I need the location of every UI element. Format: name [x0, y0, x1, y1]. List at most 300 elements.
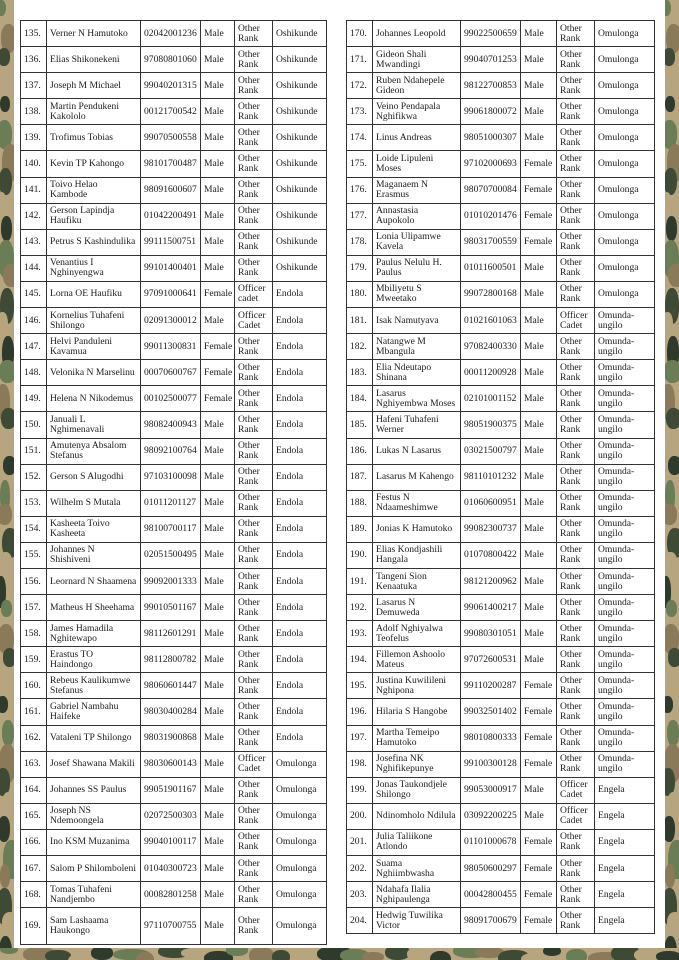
gender-cell: Male	[521, 334, 557, 360]
place-cell: Omunda-ungilo	[595, 751, 655, 777]
gender-cell: Male	[201, 203, 235, 229]
gender-cell: Male	[201, 177, 235, 203]
gender-cell: Female	[521, 725, 557, 751]
gender-cell: Female	[521, 673, 557, 699]
member-name-cell: Tangeni Sion Kenaatuka	[373, 568, 461, 594]
camo-spot	[0, 48, 10, 66]
place-cell: Omulonga	[273, 751, 327, 777]
member-name-cell: Kevin TP Kahongo	[47, 151, 141, 177]
rank-cell: Other Rank	[557, 856, 595, 882]
member-name-cell: Gerson Lapindja Haufiku	[47, 203, 141, 229]
gender-cell: Female	[521, 699, 557, 725]
member-name-cell: Lasarus M Kahengo	[373, 464, 461, 490]
gender-cell: Male	[201, 699, 235, 725]
rank-cell: Other Rank	[235, 464, 273, 490]
rank-cell: Other Rank	[557, 229, 595, 255]
id-number-cell: 98100700117	[141, 516, 201, 542]
place-cell: Endola	[273, 621, 327, 647]
gender-cell: Female	[521, 229, 557, 255]
gender-cell: Male	[201, 490, 235, 516]
rank-cell: Other Rank	[557, 568, 595, 594]
rank-cell: Other Rank	[235, 856, 273, 882]
table-row	[347, 386, 655, 412]
gender-cell: Male	[521, 125, 557, 151]
place-cell: Engela	[595, 856, 655, 882]
rank-cell: Other Rank	[235, 47, 273, 73]
id-number-cell: 99111500751	[141, 229, 201, 255]
member-name-cell: Jonias K Hamutoko	[373, 516, 461, 542]
gender-cell: Male	[521, 308, 557, 334]
place-cell: Omulonga	[273, 777, 327, 803]
gender-cell: Male	[521, 777, 557, 803]
camo-spot	[668, 648, 679, 667]
gender-cell: Female	[201, 360, 235, 386]
member-name-cell: Josef Shawana Makili	[47, 751, 141, 777]
rank-cell: Other Rank	[557, 177, 595, 203]
member-name-cell: Annastasia Aupokolo	[373, 203, 461, 229]
gender-cell: Male	[201, 856, 235, 882]
member-name-cell: Gabriel Nambahu Haifeke	[47, 699, 141, 725]
table-row	[347, 151, 655, 177]
gender-cell: Male	[521, 516, 557, 542]
id-number-cell: 01010201476	[461, 203, 521, 229]
gender-cell: Male	[521, 595, 557, 621]
place-cell: Endola	[273, 308, 327, 334]
id-number-cell: 00042800455	[461, 882, 521, 908]
gender-cell: Male	[201, 151, 235, 177]
row-number-cell: 204.	[347, 908, 373, 934]
camo-spot	[665, 360, 679, 383]
rank-cell: Officer Cadet	[557, 803, 595, 829]
row-number-cell: 201.	[347, 829, 373, 855]
id-number-cell: 01070800422	[461, 542, 521, 568]
gender-cell: Male	[521, 99, 557, 125]
rank-cell: Other Rank	[557, 255, 595, 281]
camo-spot	[0, 816, 10, 842]
member-name-cell: Johannes Leopold	[373, 21, 461, 47]
id-number-cell: 97091000641	[141, 281, 201, 307]
table-row	[21, 673, 327, 699]
roster-body-right	[347, 21, 655, 934]
place-cell: Omunda-ungilo	[595, 568, 655, 594]
table-row	[347, 803, 655, 829]
camo-spot	[665, 696, 673, 713]
table-row	[347, 856, 655, 882]
row-number-cell: 162.	[21, 725, 47, 751]
place-cell: Omunda-ungilo	[595, 438, 655, 464]
gender-cell: Male	[201, 464, 235, 490]
rank-cell: Other Rank	[557, 673, 595, 699]
camo-spot	[0, 360, 14, 383]
table-row	[21, 516, 327, 542]
place-cell: Engela	[595, 803, 655, 829]
place-cell: Omunda-ungilo	[595, 308, 655, 334]
row-number-cell: 157.	[21, 595, 47, 621]
camo-spot	[3, 264, 14, 287]
id-number-cell: 98112800782	[141, 647, 201, 673]
table-row	[347, 829, 655, 855]
rank-cell: Other Rank	[235, 725, 273, 751]
gender-cell: Male	[201, 47, 235, 73]
place-cell: Omunda-ungilo	[595, 386, 655, 412]
place-cell: Omunda-ungilo	[595, 490, 655, 516]
place-cell: Oshikunde	[273, 151, 327, 177]
id-number-cell: 02051500495	[141, 542, 201, 568]
table-row	[21, 360, 327, 386]
member-name-cell: Velonika N Marselinu	[47, 360, 141, 386]
member-name-cell: Kornelius Tuhafeni Shilongo	[47, 308, 141, 334]
gender-cell: Female	[521, 856, 557, 882]
member-name-cell: Venantius I Nghinyengwa	[47, 255, 141, 281]
id-number-cell: 02072500303	[141, 803, 201, 829]
camo-spot	[136, 952, 154, 960]
gender-cell: Female	[521, 177, 557, 203]
member-name-cell: Maganaem N Erasmus	[373, 177, 461, 203]
row-number-cell: 191.	[347, 568, 373, 594]
id-number-cell: 00082801258	[141, 882, 201, 908]
table-row	[347, 360, 655, 386]
table-row	[347, 21, 655, 47]
member-name-cell: Hilaria S Hangobe	[373, 699, 461, 725]
id-number-cell: 98010800333	[461, 725, 521, 751]
table-row	[347, 334, 655, 360]
row-number-cell: 203.	[347, 882, 373, 908]
table-row	[21, 151, 327, 177]
member-name-cell: Jonas Taukondjele Shilongo	[373, 777, 461, 803]
place-cell: Omulonga	[273, 882, 327, 908]
gender-cell: Male	[201, 438, 235, 464]
camo-spot	[665, 312, 673, 337]
member-name-cell: Salom P Shilomboleni	[47, 856, 141, 882]
member-name-cell: Trofimus Tobias	[47, 125, 141, 151]
rank-cell: Other Rank	[557, 595, 595, 621]
rank-cell: Officer Cadet	[557, 308, 595, 334]
gender-cell: Male	[201, 647, 235, 673]
gender-cell: Female	[201, 334, 235, 360]
gender-cell: Male	[201, 621, 235, 647]
member-name-cell: Toivo Helao Kambode	[47, 177, 141, 203]
rank-cell: Other Rank	[235, 438, 273, 464]
roster-body-left	[21, 21, 327, 945]
table-row	[347, 203, 655, 229]
id-number-cell: 02042001236	[141, 21, 201, 47]
gender-cell: Male	[201, 125, 235, 151]
rank-cell: Other Rank	[557, 490, 595, 516]
table-row	[21, 829, 327, 855]
id-number-cell: 99110200287	[461, 673, 521, 699]
id-number-cell: 98051900375	[461, 412, 521, 438]
rank-cell: Other Rank	[557, 751, 595, 777]
gender-cell: Male	[201, 568, 235, 594]
row-number-cell: 198.	[347, 751, 373, 777]
member-name-cell: Justina Kuwilileni Nghipona	[373, 673, 461, 699]
row-number-cell: 156.	[21, 568, 47, 594]
place-cell: Engela	[595, 777, 655, 803]
row-number-cell: 145.	[21, 281, 47, 307]
rank-cell: Other Rank	[557, 334, 595, 360]
table-row	[21, 386, 327, 412]
rank-cell: Other Rank	[557, 125, 595, 151]
camouflage-border-left	[0, 0, 14, 960]
id-number-cell: 01042200491	[141, 203, 201, 229]
table-row	[21, 281, 327, 307]
table-row	[347, 229, 655, 255]
rank-cell: Other Rank	[235, 99, 273, 125]
camo-spot	[1, 600, 12, 617]
place-cell: Omunda-ungilo	[595, 516, 655, 542]
id-number-cell: 98030400284	[141, 699, 201, 725]
member-name-cell: Joseph M Michael	[47, 73, 141, 99]
id-number-cell: 02101001152	[461, 386, 521, 412]
camo-spot	[665, 552, 677, 571]
table-row	[21, 699, 327, 725]
gender-cell: Female	[521, 829, 557, 855]
place-cell: Omunda-ungilo	[595, 673, 655, 699]
id-number-cell: 99092001333	[141, 568, 201, 594]
gender-cell: Male	[521, 281, 557, 307]
member-name-cell: Hedwig Tuwilika Victor	[373, 908, 461, 934]
rank-cell: Officer Cadet	[235, 751, 273, 777]
rank-cell: Other Rank	[557, 908, 595, 934]
table-row	[21, 203, 327, 229]
row-number-cell: 185.	[347, 412, 373, 438]
place-cell: Omulonga	[595, 73, 655, 99]
rank-cell: Other Rank	[235, 516, 273, 542]
table-row	[347, 673, 655, 699]
camo-spot	[665, 48, 675, 66]
row-number-cell: 188.	[347, 490, 373, 516]
row-number-cell: 141.	[21, 177, 47, 203]
place-cell: Omulonga	[595, 255, 655, 281]
rank-cell: Other Rank	[235, 673, 273, 699]
row-number-cell: 192.	[347, 595, 373, 621]
row-number-cell: 165.	[21, 803, 47, 829]
member-name-cell: Elias Kondjashili Hangala	[373, 542, 461, 568]
id-number-cell: 01101000678	[461, 829, 521, 855]
row-number-cell: 196.	[347, 699, 373, 725]
id-number-cell: 01021601063	[461, 308, 521, 334]
gender-cell: Male	[201, 229, 235, 255]
gender-cell: Male	[201, 882, 235, 908]
member-name-cell: Lasarus Nghiyembwa Moses	[373, 386, 461, 412]
place-cell: Endola	[273, 516, 327, 542]
table-row	[347, 177, 655, 203]
table-row	[21, 125, 327, 151]
rank-cell: Other Rank	[235, 255, 273, 281]
table-row	[21, 412, 327, 438]
camo-spot	[407, 948, 425, 960]
rank-cell: Other Rank	[557, 725, 595, 751]
camo-spot	[272, 950, 290, 960]
id-number-cell: 00121700542	[141, 99, 201, 125]
row-number-cell: 172.	[347, 73, 373, 99]
table-row	[347, 438, 655, 464]
table-row	[347, 908, 655, 934]
place-cell: Omulonga	[595, 229, 655, 255]
row-number-cell: 137.	[21, 73, 47, 99]
gender-cell: Female	[521, 751, 557, 777]
rank-cell: Other Rank	[235, 595, 273, 621]
place-cell: Omunda-ungilo	[595, 360, 655, 386]
table-row	[347, 281, 655, 307]
row-number-cell: 146.	[21, 308, 47, 334]
camo-spot	[665, 864, 675, 888]
gender-cell: Male	[521, 21, 557, 47]
rank-cell: Officer cadet	[235, 281, 273, 307]
place-cell: Oshikunde	[273, 47, 327, 73]
gender-cell: Male	[201, 99, 235, 125]
table-row	[21, 751, 327, 777]
table-row	[21, 177, 327, 203]
table-row	[21, 255, 327, 281]
gender-cell: Female	[521, 151, 557, 177]
place-cell: Endola	[273, 725, 327, 751]
row-number-cell: 151.	[21, 438, 47, 464]
camo-spot	[3, 72, 14, 99]
row-number-cell: 153.	[21, 490, 47, 516]
row-number-cell: 171.	[347, 47, 373, 73]
gender-cell: Male	[521, 621, 557, 647]
rank-cell: Other Rank	[557, 73, 595, 99]
rank-cell: Other Rank	[235, 829, 273, 855]
table-row	[347, 568, 655, 594]
rank-cell: Other Rank	[235, 908, 273, 945]
table-row	[21, 595, 327, 621]
member-name-cell: Sam Lashaama Haukongo	[47, 908, 141, 945]
table-row	[347, 595, 655, 621]
table-row	[347, 73, 655, 99]
camo-spot	[665, 96, 675, 112]
gender-cell: Male	[201, 725, 235, 751]
rank-cell: Other Rank	[235, 177, 273, 203]
member-name-cell: Veino Pendapala Nghifikwa	[373, 99, 461, 125]
camo-spot	[0, 0, 6, 16]
rank-cell: Other Rank	[557, 203, 595, 229]
rank-cell: Other Rank	[557, 360, 595, 386]
row-number-cell: 163.	[21, 751, 47, 777]
camo-spot	[362, 952, 384, 960]
member-name-cell: Elias Shikonekeni	[47, 47, 141, 73]
table-row	[21, 908, 327, 945]
camo-spot	[566, 949, 587, 960]
rank-cell: Other Rank	[557, 281, 595, 307]
place-cell: Oshikunde	[273, 203, 327, 229]
gender-cell: Male	[521, 464, 557, 490]
id-number-cell: 98101700487	[141, 151, 201, 177]
camo-spot	[521, 953, 546, 960]
table-row	[347, 882, 655, 908]
member-name-cell: Elia Ndeutapo Shinana	[373, 360, 461, 386]
member-name-cell: Fillemon Ashoolo Mateus	[373, 647, 461, 673]
rank-cell: Other Rank	[557, 412, 595, 438]
row-number-cell: 135.	[21, 21, 47, 47]
gender-cell: Female	[201, 281, 235, 307]
table-row	[347, 777, 655, 803]
member-name-cell: Gideon Shali Mwandingi	[373, 47, 461, 73]
gender-cell: Male	[201, 803, 235, 829]
member-name-cell: Martin Pendukeni Kakololo	[47, 99, 141, 125]
rank-cell: Other Rank	[235, 334, 273, 360]
gender-cell: Male	[521, 803, 557, 829]
row-number-cell: 199.	[347, 777, 373, 803]
table-row	[21, 882, 327, 908]
id-number-cell: 97072600531	[461, 647, 521, 673]
member-name-cell: James Hamadila Nghitewapo	[47, 621, 141, 647]
id-number-cell: 98122700853	[461, 73, 521, 99]
id-number-cell: 98050600297	[461, 856, 521, 882]
id-number-cell: 01011201127	[141, 490, 201, 516]
member-name-cell: Josefina NK Nghifikepunye	[373, 751, 461, 777]
row-number-cell: 148.	[21, 360, 47, 386]
place-cell: Endola	[273, 386, 327, 412]
id-number-cell: 98060601447	[141, 673, 201, 699]
gender-cell: Female	[521, 882, 557, 908]
rank-cell: Other Rank	[235, 490, 273, 516]
gender-cell: Male	[521, 386, 557, 412]
rank-cell: Other Rank	[235, 203, 273, 229]
id-number-cell: 97110700755	[141, 908, 201, 945]
row-number-cell: 175.	[347, 151, 373, 177]
rank-cell: Officer Cadet	[557, 777, 595, 803]
rank-cell: Other Rank	[235, 73, 273, 99]
gender-cell: Male	[521, 255, 557, 281]
table-row	[21, 856, 327, 882]
table-row	[347, 255, 655, 281]
id-number-cell: 98112601291	[141, 621, 201, 647]
rank-cell: Other Rank	[557, 99, 595, 125]
row-number-cell: 181.	[347, 308, 373, 334]
member-name-cell: Leornard N Shaamena	[47, 568, 141, 594]
id-number-cell: 98030600143	[141, 751, 201, 777]
row-number-cell: 187.	[347, 464, 373, 490]
rank-cell: Other Rank	[235, 151, 273, 177]
id-number-cell: 99051901167	[141, 777, 201, 803]
table-row	[347, 412, 655, 438]
gender-cell: Male	[521, 47, 557, 73]
id-number-cell: 98082400943	[141, 412, 201, 438]
place-cell: Omunda-ungilo	[595, 542, 655, 568]
id-number-cell: 98110101232	[461, 464, 521, 490]
place-cell: Omunda-ungilo	[595, 334, 655, 360]
camo-spot	[1, 408, 14, 429]
row-number-cell: 138.	[21, 99, 47, 125]
place-cell: Endola	[273, 647, 327, 673]
table-row	[21, 229, 327, 255]
member-name-cell: Helena N Nikodemus	[47, 386, 141, 412]
row-number-cell: 178.	[347, 229, 373, 255]
row-number-cell: 150.	[21, 412, 47, 438]
member-name-cell: Tomas Tuhafeni Nandjembo	[47, 882, 141, 908]
table-row	[21, 542, 327, 568]
camo-spot	[0, 168, 12, 195]
table-row	[21, 803, 327, 829]
camo-spot	[665, 0, 671, 16]
place-cell: Omunda-ungilo	[595, 464, 655, 490]
id-number-cell: 99032501402	[461, 699, 521, 725]
member-name-cell: Amutenya Absalom Stefanus	[47, 438, 141, 464]
place-cell: Omulonga	[273, 829, 327, 855]
id-number-cell: 03092200225	[461, 803, 521, 829]
member-name-cell: Lukas N Lasarus	[373, 438, 461, 464]
place-cell: Endola	[273, 673, 327, 699]
camo-spot	[0, 96, 10, 112]
id-number-cell: 00070600767	[141, 360, 201, 386]
place-cell: Omulonga	[273, 803, 327, 829]
table-row	[21, 647, 327, 673]
id-number-cell: 99100300128	[461, 751, 521, 777]
place-cell: Omulonga	[595, 203, 655, 229]
table-row	[347, 125, 655, 151]
